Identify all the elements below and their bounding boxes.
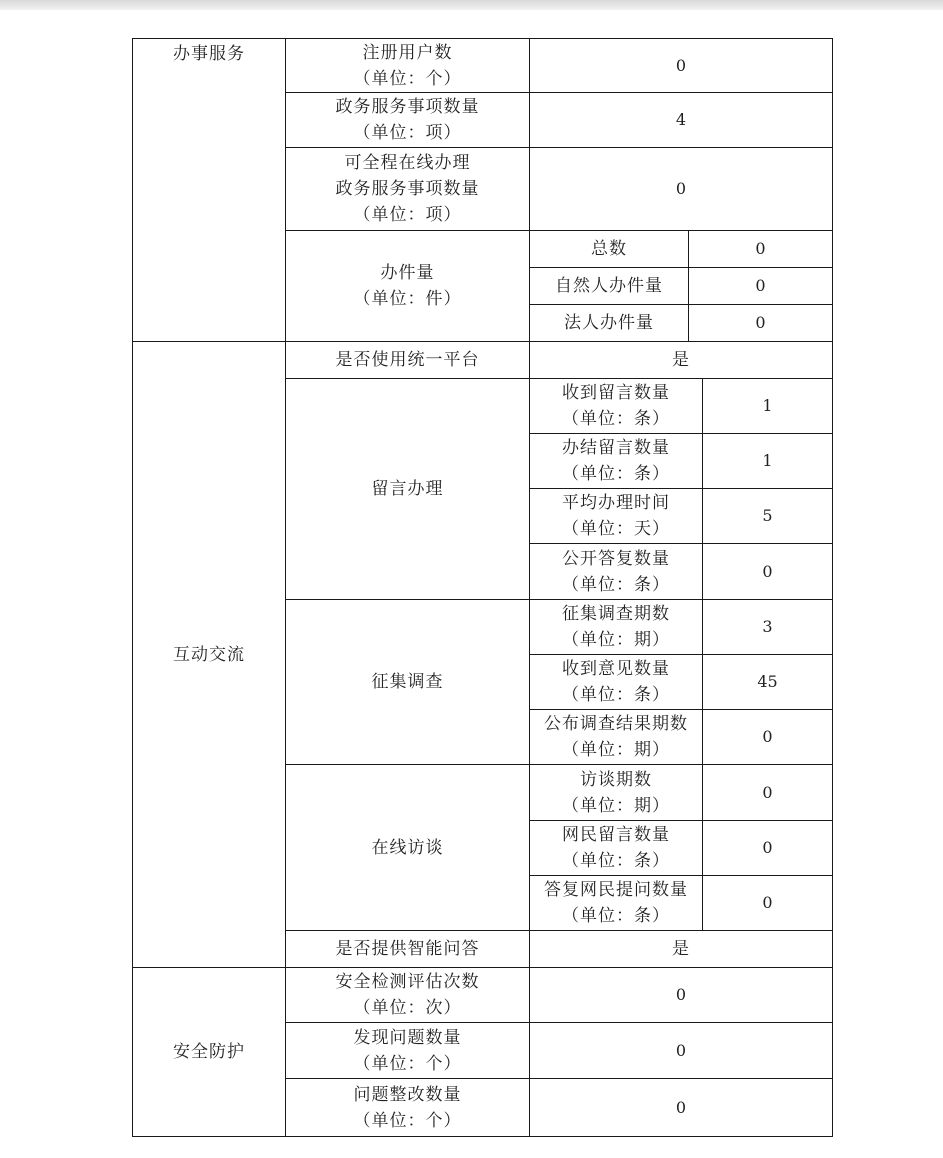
issues-fixed-label: 问题整改数量 （单位：个）	[286, 1079, 530, 1137]
avg-handling-time-value: 5	[703, 489, 833, 544]
opinions-received-label: 收到意见数量 （单位：条）	[530, 655, 703, 710]
public-replies-value: 0	[703, 544, 833, 600]
service-items-label: 政务服务事项数量 （单位：项）	[286, 93, 530, 148]
messages-closed-label: 办结留言数量 （单位：条）	[530, 434, 703, 489]
survey-periods-label: 征集调查期数 （单位：期）	[530, 600, 703, 655]
issues-found-value: 0	[530, 1023, 833, 1079]
messages-received-label: 收到留言数量 （单位：条）	[530, 379, 703, 434]
survey-results-label: 公布调查结果期数 （单位：期）	[530, 710, 703, 765]
registered-users-value: 0	[530, 39, 833, 93]
online-interview-label: 在线访谈	[286, 765, 530, 931]
registered-users-label: 注册用户数 （单位：个）	[286, 39, 530, 93]
case-total-value: 0	[689, 231, 833, 268]
case-legal-person-label: 法人办件量	[530, 305, 689, 342]
netizen-messages-label: 网民留言数量 （单位：条）	[530, 821, 703, 876]
smart-qa-label: 是否提供智能问答	[286, 931, 530, 968]
netizen-answers-value: 0	[703, 876, 833, 931]
service-items-value: 4	[530, 93, 833, 148]
case-total-label: 总数	[530, 231, 689, 268]
avg-handling-time-label: 平均办理时间 （单位：天）	[530, 489, 703, 544]
messages-closed-value: 1	[703, 434, 833, 489]
case-natural-person-value: 0	[689, 268, 833, 305]
issues-fixed-value: 0	[530, 1079, 833, 1137]
issues-found-label: 发现问题数量 （单位：个）	[286, 1023, 530, 1079]
window-top-edge	[0, 0, 943, 10]
security-checks-label: 安全检测评估次数 （单位：次）	[286, 968, 530, 1023]
message-handling-label: 留言办理	[286, 379, 530, 600]
section-interaction-label: 互动交流	[133, 342, 286, 968]
smart-qa-value: 是	[530, 931, 833, 968]
unified-platform-label: 是否使用统一平台	[286, 342, 530, 379]
survey-results-value: 0	[703, 710, 833, 765]
survey-periods-value: 3	[703, 600, 833, 655]
netizen-answers-label: 答复网民提问数量 （单位：条）	[530, 876, 703, 931]
section-security-label: 安全防护	[133, 968, 286, 1137]
interview-periods-label: 访谈期数 （单位：期）	[530, 765, 703, 821]
interview-periods-value: 0	[703, 765, 833, 821]
messages-received-value: 1	[703, 379, 833, 434]
case-legal-person-value: 0	[689, 305, 833, 342]
case-natural-person-label: 自然人办件量	[530, 268, 689, 305]
online-items-value: 0	[530, 148, 833, 231]
case-volume-label: 办件量 （单位：件）	[286, 231, 530, 342]
public-replies-label: 公开答复数量 （单位：条）	[530, 544, 703, 600]
survey-label: 征集调查	[286, 600, 530, 765]
netizen-messages-value: 0	[703, 821, 833, 876]
opinions-received-value: 45	[703, 655, 833, 710]
unified-platform-value: 是	[530, 342, 833, 379]
online-items-label: 可全程在线办理 政务服务事项数量 （单位：项）	[286, 148, 530, 231]
section-service-label: 办事服务	[133, 39, 286, 342]
security-checks-value: 0	[530, 968, 833, 1023]
